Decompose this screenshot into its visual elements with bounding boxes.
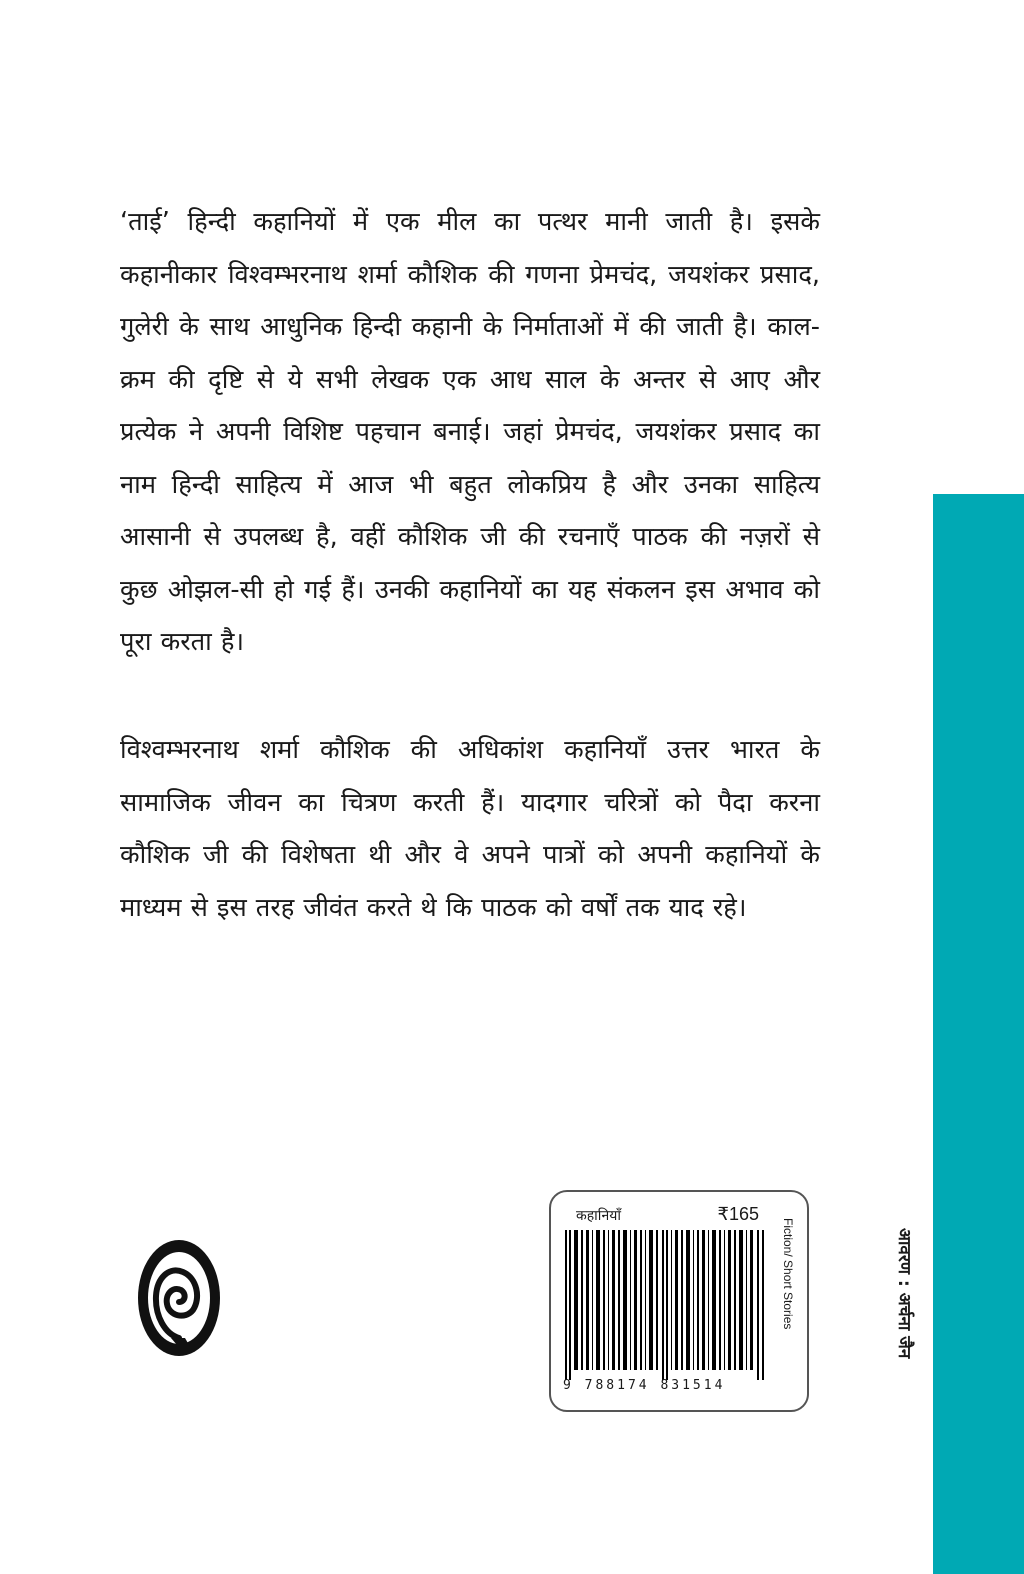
cover-credit: आवरण : अर्चना जैन (894, 1228, 914, 1359)
barcode-panel (549, 1190, 809, 1412)
barcode-genre-label: Fiction/ Short Stories (781, 1218, 795, 1330)
barcode-isbn-digits: 9 788174 831514 (563, 1378, 726, 1393)
spiral-logo-icon (135, 1238, 223, 1368)
blurb-paragraph-1: ‘ताई’ हिन्दी कहानियों में एक मील का पत्थर मानी जाती है। इसके कहानीकार विश्वम्भरनाथ शर्मा कौशिक की गणना प्रेमचंद, जयशंकर प्रसाद, गुलेरी के साथ आधुनिक हिन्दी कहानी के निर्माताओं में की जाती है। काल-क्रम की दृष्टि से ये सभी लेखक एक आध साल के अन्तर से आए और प्रत्येक ने अपनी विशिष्ट पहचान बनाई। जहां प्रेमचंद, जयशंकर प्रसाद का नाम हिन्दी साहित्य में आज भी बहुत लोकप्रिय है और उनका साहित्य आसानी से उपलब्ध है, वहीं कौशिक जी की रचनाएँ पाठक की नज़रों से कुछ ओझल-सी हो गई हैं। उनकी कहानियों का यह संकलन इस अभाव को पूरा करता है। (120, 207, 820, 657)
barcode-category-label: कहानियाँ (576, 1208, 621, 1224)
blurb-paragraph-2: विश्वम्भरनाथ शर्मा कौशिक की अधिकांश कहानियाँ उत्तर भारत के सामाजिक जीवन का चित्रण करती हैं। यादगार चरित्रों को पैदा करना कौशिक जी की विशेषता थी और वे अपने पात्रों को अपनी कहानियों के माध्यम से इस तरह जीवंत करते थे कि पाठक को वर्षों तक याद रहे। (120, 735, 820, 923)
barcode-price: ₹165 (717, 1204, 759, 1224)
spine-accent-band (933, 494, 1024, 1574)
barcode-icon (563, 1230, 768, 1380)
